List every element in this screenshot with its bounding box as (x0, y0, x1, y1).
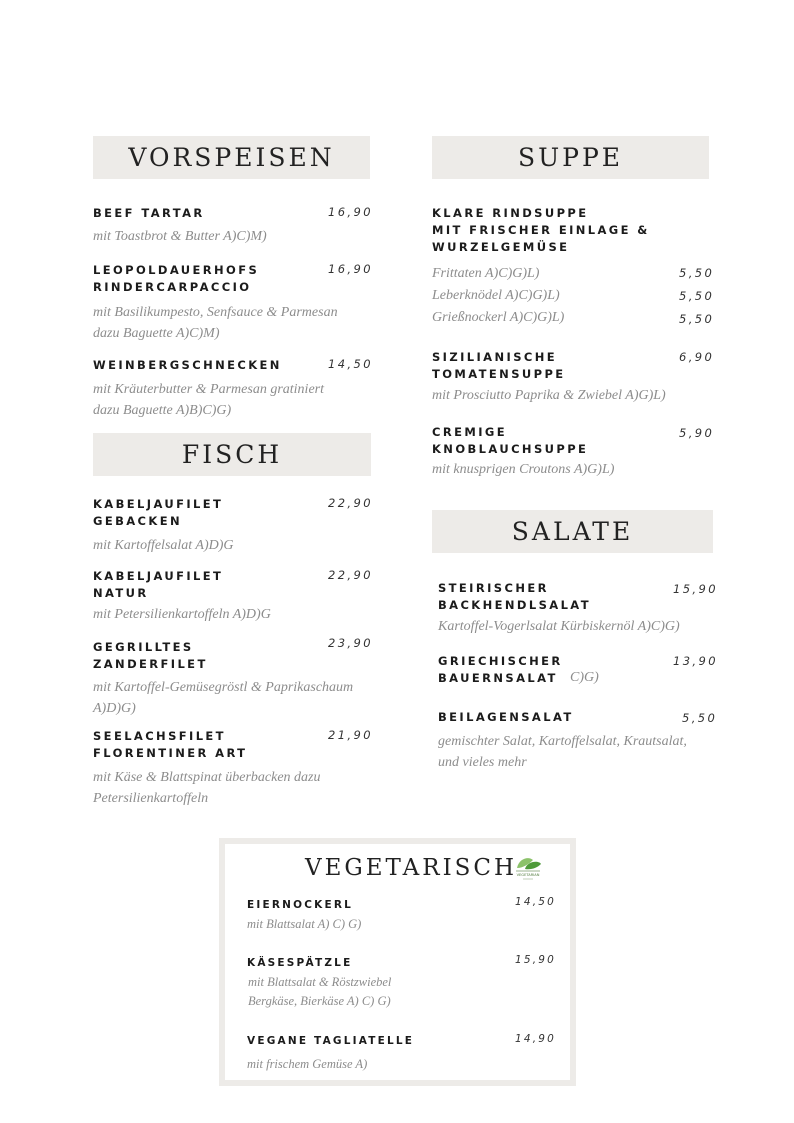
item-name: WEINBERGSCHNECKEN (93, 358, 282, 372)
item-variant-price: 5,50 (679, 266, 715, 280)
item-variant-price: 5,50 (679, 289, 715, 303)
item-name: BEEF TARTAR (93, 206, 205, 220)
item-name: GEGRILLTES ZANDERFILET (93, 640, 208, 671)
item-description: mit Käse & Blattspinat überbacken dazu Petersilienkartoffeln (93, 770, 321, 806)
item-price: 23,90 (328, 636, 373, 650)
item-price: 5,50 (682, 711, 718, 725)
item-price: 14,90 (515, 1033, 557, 1045)
item-variant-description: Leberknödel A)C)G)L) (432, 288, 560, 303)
item-description: mit Kartoffelsalat A)D)G (93, 538, 234, 553)
item-description: mit Toastbrot & Butter A)C)M) (93, 229, 267, 244)
item-description: mit knusprigen Croutons A)G)L) (432, 462, 615, 477)
item-name: GRIECHISCHER BAUERNSALAT (438, 654, 563, 685)
item-name: KÄSESPÄTZLE (247, 957, 353, 969)
item-price: 16,90 (328, 205, 373, 219)
vegetarian-section (219, 838, 576, 1086)
item-name: KABELJAUFILET GEBACKEN (93, 497, 224, 528)
item-price: 5,90 (679, 426, 715, 440)
vegetarian-leaf-icon (511, 852, 545, 882)
item-description: mit Basilikumpesto, Senfsauce & Parmesan dazu Baguette A)C)M) (93, 305, 338, 341)
item-price: 14,50 (515, 896, 557, 908)
item-variant-description: Frittaten A)C)G)L) (432, 266, 540, 281)
vegetarian-logo-text: VEGETARIAN (516, 873, 540, 877)
item-price: 21,90 (328, 728, 373, 742)
item-description: mit Kräuterbutter & Parmesan gratiniert dazu Baguette A)B)C)G) (93, 382, 324, 418)
item-price: 15,90 (515, 954, 557, 966)
section-title-suppe: SUPPE (432, 136, 709, 179)
item-name: VEGANE TAGLIATELLE (247, 1035, 415, 1047)
item-description: mit Petersilienkartoffeln A)D)G (93, 607, 271, 622)
item-description: mit frischem Gemüse A) (247, 1057, 368, 1071)
section-title-fisch: FISCH (93, 433, 371, 476)
item-description: mit Prosciutto Paprika & Zwiebel A)G)L) (432, 388, 666, 403)
item-description: mit Blattsalat A) C) G) (247, 917, 362, 931)
item-name: LEOPOLDAUERHOFS RINDERCARPACCIO (93, 263, 260, 294)
item-name: KABELJAUFILET NATUR (93, 569, 224, 600)
item-price: 22,90 (328, 496, 373, 510)
item-variant-price: 5,50 (679, 312, 715, 326)
item-description: Kartoffel-Vogerlsalat Kürbiskernöl A)C)G) (438, 619, 680, 634)
section-title-vegetarisch: VEGETARISCH (305, 855, 518, 881)
section-title-vorspeisen: VORSPEISEN (93, 136, 370, 179)
item-name: EIERNOCKERL (247, 899, 354, 911)
item-price: 14,50 (328, 357, 373, 371)
item-price: 15,90 (673, 582, 718, 596)
item-name: KLARE RINDSUPPE MIT FRISCHER EINLAGE & WURZELGEMÜSE (432, 206, 650, 254)
item-name: SIZILIANISCHE TOMATENSUPPE (432, 350, 566, 381)
item-description: gemischter Salat, Kartoffelsalat, Krautsalat, und vieles mehr (438, 734, 687, 770)
item-description: mit Blattsalat & Röstzwiebel Bergkäse, Bierkäse A) C) G) (248, 975, 392, 1008)
item-variant-description: Grießnockerl A)C)G)L) (432, 310, 565, 325)
item-name: BEILAGENSALAT (438, 710, 574, 724)
item-price: 6,90 (679, 350, 715, 364)
item-name: STEIRISCHER BACKHENDLSALAT (438, 581, 591, 612)
item-price: 16,90 (328, 262, 373, 276)
item-name: SEELACHSFILET FLORENTINER ART (93, 729, 248, 760)
item-description: mit Kartoffel-Gemüsegröstl & Paprikaschaum A)D)G) (93, 680, 354, 716)
section-title-salate: SALATE (432, 510, 713, 553)
item-description: C)G) (570, 670, 599, 685)
item-name: CREMIGE KNOBLAUCHSUPPE (432, 425, 589, 456)
item-price: 22,90 (328, 568, 373, 582)
item-price: 13,90 (673, 654, 718, 668)
